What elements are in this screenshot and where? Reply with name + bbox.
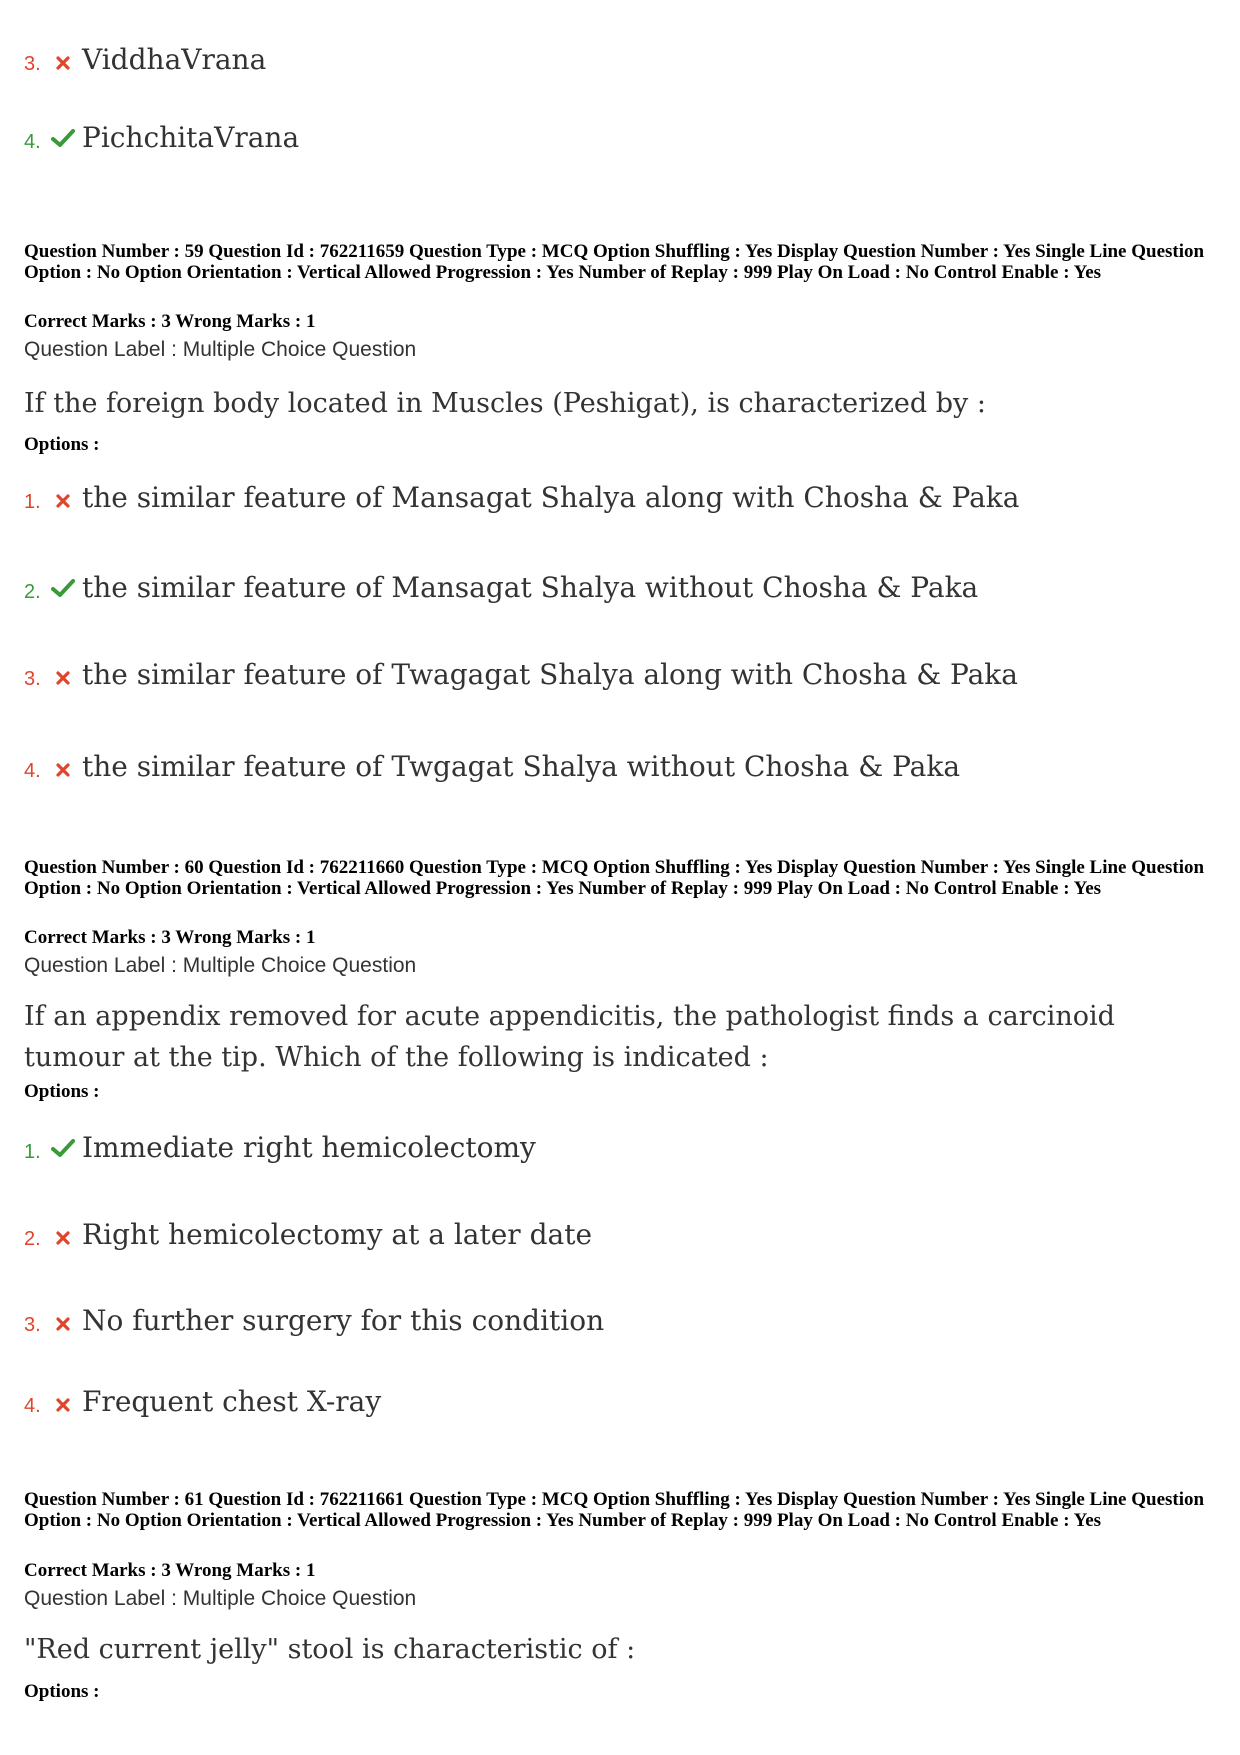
option-text: Immediate right hemicolectomy (82, 1131, 536, 1164)
option-row (24, 1372, 381, 1416)
question-text: "Red current jelly" stool is characteristic of : (24, 1634, 636, 1665)
cross-icon (50, 1398, 76, 1412)
question-text: If the foreign body located in Muscles (Peshigat), is characterized by : (24, 388, 986, 419)
cross-icon (50, 1231, 76, 1245)
cross-icon (50, 763, 76, 777)
option-text: the similar feature of Mansagat Shalya without Chosha & Paka (82, 571, 979, 604)
option-row (24, 1291, 604, 1335)
option-row (24, 30, 266, 74)
cross-icon (50, 671, 76, 685)
option-number: 2. (24, 1228, 41, 1250)
option-text: PichchitaVrana (82, 121, 300, 154)
option-number: 4. (24, 131, 41, 153)
option-row (24, 645, 1018, 689)
option-row (24, 1118, 536, 1162)
option-row (24, 737, 960, 781)
check-icon (50, 1138, 76, 1158)
option-number: 3. (24, 1314, 41, 1336)
cross-icon (50, 56, 76, 70)
option-text: the similar feature of Twgagat Shalya without Chosha & Paka (82, 750, 961, 783)
option-row (24, 558, 978, 602)
option-number: 3. (24, 668, 41, 690)
cross-icon (50, 494, 76, 508)
question-label: Question Label : Multiple Choice Question (24, 338, 417, 361)
question-meta: Question Number : 61 Question Id : 762211661 Question Type : MCQ Option Shuffling : Yes Display Question Number : Yes Single Line Question Option : No Option Orientation : Vertical Allowed Progression : Yes Number of Replay : 999 Play On Load : No Control Enable : Yes (24, 1489, 1205, 1531)
question-label: Question Label : Multiple Choice Question (24, 1587, 417, 1610)
option-number: 4. (24, 1395, 41, 1417)
options-header: Options : (24, 434, 100, 455)
question-marks: Correct Marks : 3 Wrong Marks : 1 (24, 311, 316, 332)
option-text: No further surgery for this condition (82, 1304, 605, 1337)
option-number: 1. (24, 491, 41, 513)
option-text: Right hemicolectomy at a later date (82, 1218, 593, 1251)
question-marks: Correct Marks : 3 Wrong Marks : 1 (24, 1560, 316, 1581)
option-number: 1. (24, 1141, 41, 1163)
question-marks: Correct Marks : 3 Wrong Marks : 1 (24, 927, 316, 948)
option-text: the similar feature of Mansagat Shalya along with Chosha & Paka (82, 481, 1020, 514)
option-row (24, 1205, 592, 1249)
option-row (24, 468, 1019, 512)
option-row (24, 108, 299, 152)
options-header: Options : (24, 1681, 100, 1702)
option-text: ViddhaVrana (82, 43, 267, 76)
options-header: Options : (24, 1081, 100, 1102)
question-label: Question Label : Multiple Choice Question (24, 954, 417, 977)
option-number: 3. (24, 53, 41, 75)
cross-icon (50, 1317, 76, 1331)
question-meta: Question Number : 59 Question Id : 762211659 Question Type : MCQ Option Shuffling : Yes Display Question Number : Yes Single Line Question Option : No Option Orientation : Vertical Allowed Progression : Yes Number of Replay : 999 Play On Load : No Control Enable : Yes (24, 241, 1205, 283)
option-number: 4. (24, 760, 41, 782)
option-number: 2. (24, 581, 41, 603)
check-icon (50, 128, 76, 148)
option-text: Frequent chest X-ray (82, 1385, 382, 1418)
question-text: If an appendix removed for acute appendicitis, the pathologist finds a carcinoid tumour at the tip. Which of the following is indicated : (24, 1001, 1115, 1073)
option-text: the similar feature of Twagagat Shalya along with Chosha & Paka (82, 658, 1018, 691)
question-meta: Question Number : 60 Question Id : 762211660 Question Type : MCQ Option Shuffling : Yes Display Question Number : Yes Single Line Question Option : No Option Orientation : Vertical Allowed Progression : Yes Number of Replay : 999 Play On Load : No Control Enable : Yes (24, 857, 1205, 899)
check-icon (50, 578, 76, 598)
